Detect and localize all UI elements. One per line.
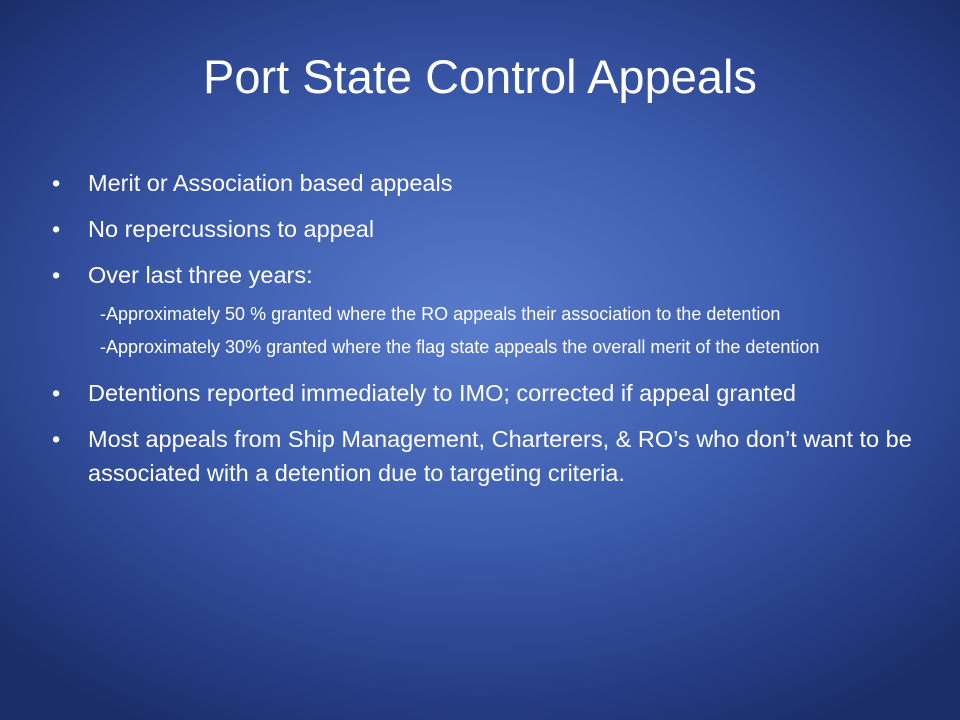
bullet-text: Detentions reported immediately to IMO; corrected if appeal granted — [88, 380, 796, 406]
sub-item: -Approximately 50 % granted where the RO appeals their association to the detention — [100, 304, 781, 324]
bullet-item — [48, 376, 918, 410]
bullet-text: Over last three years: — [88, 262, 313, 288]
sub-item: -Approximately 30% granted where the flag state appeals the overall merit of the detention — [100, 337, 820, 357]
bullet-dot-icon: • — [52, 262, 61, 288]
bullet-dot-icon: • — [52, 216, 61, 242]
bullet-item — [48, 422, 918, 490]
slide-title: Port State Control Appeals — [203, 50, 757, 103]
bullet-text: No repercussions to appeal — [88, 216, 375, 242]
bullet-item — [48, 166, 918, 200]
bullet-text: Merit or Association based appeals — [88, 170, 453, 196]
bullet-text: Most appeals from Ship Management, Charterers, & RO’s who don’t want to be associated with a detention due to targeting criteria. — [88, 426, 912, 486]
bullet-item — [48, 212, 918, 246]
bullet-list — [48, 166, 918, 502]
bullet-dot-icon: • — [52, 170, 61, 196]
bullet-item — [48, 258, 918, 292]
bullet-dot-icon: • — [52, 380, 61, 406]
bullet-dot-icon: • — [52, 426, 61, 452]
